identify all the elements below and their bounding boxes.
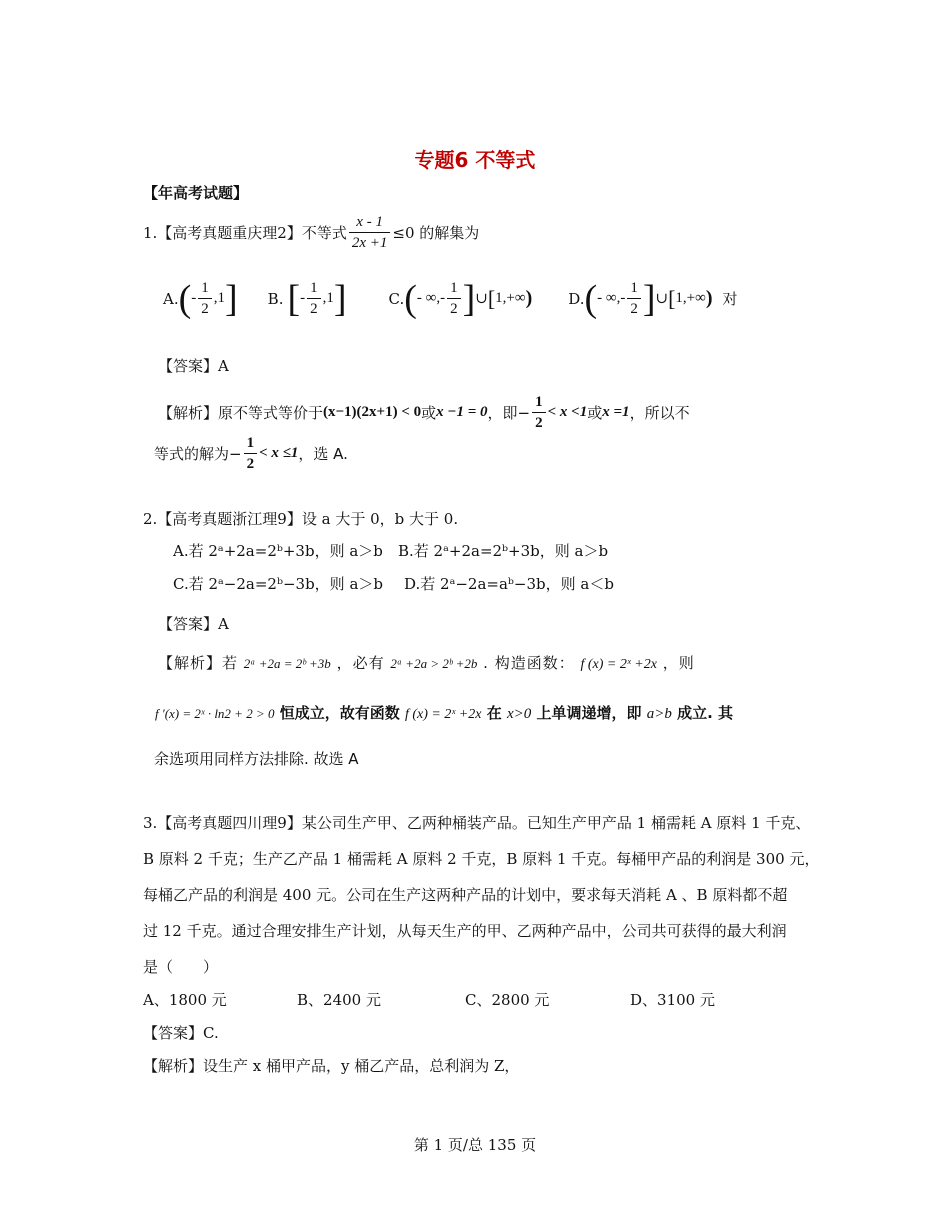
open-paren-icon: ( [584,277,598,320]
q1-prefix: 1.【高考真题重庆理2】不等式 [143,224,347,242]
q3-answer: 【答案】C. [143,1024,219,1042]
q1-option-d-label: D. [568,289,585,308]
q1-analysis-text-4: 或 [587,404,603,422]
q1-option-a-fraction [198,278,212,319]
page-title: 专题6 不等式 [414,148,536,172]
q1-option-d [568,278,737,319]
q1-analysis-frac-den: 2 [535,415,543,431]
section-heading: 【年高考试题】 [143,184,249,202]
close-paren-icon: ) [525,287,533,309]
open-bracket-icon: [ [287,277,301,320]
q1-fraction [349,212,391,253]
q2-analysis2-text-a: 恒成立，故有函数 [279,704,400,722]
close-bracket-icon: ] [225,277,238,320]
q1-analysis-line2 [154,433,348,474]
q2-analysis2-text-d: 成立. 其 [677,704,733,722]
q1-suffix: ≤0 的解集为 [392,224,480,242]
q1-option-a-frac-den: 2 [201,301,209,317]
q1-analysis-text-1: 【解析】原不等式等价于 [158,404,324,422]
q3-option-c: C、2800 元 [465,991,550,1009]
q1-option-d-left: - ∞,- [597,290,626,306]
q1-option-a-left: - [191,290,197,306]
q2-option-b: B.若 2ᵃ+2a=2ᵇ+3b，则 a＞b [398,542,609,560]
q3-option-a: A、1800 元 [143,991,227,1009]
q1-options [163,278,738,319]
q2-analysis-line3: 余选项用同样方法排除. 故选 A [154,750,359,768]
q2-analysis2-math-1: f ′(x) = 2ˣ · ln2 + 2 > 0 [155,706,275,721]
close-bracket-icon: ] [462,277,476,320]
q3-line3: 每桶乙产品的利润是 400 元。公司在生产这两种产品的计划中，要求每天消耗 A 、B 原料都不超 [143,886,788,904]
close-bracket-icon: ] [642,277,656,320]
q1-analysis-math-2: x −1 = 0 [436,404,488,420]
q2-analysis2-math-3: x>0 [506,706,532,722]
q1-option-b-frac-num: 1 [307,278,321,299]
close-paren-icon: ) [705,287,713,309]
q1-option-d-frac-num: 1 [627,278,641,299]
q1-option-c-union: ∪ [475,291,488,307]
q2-option-a: A.若 2ᵃ+2a=2ᵇ+3b，则 a＞b [173,542,383,560]
q3-line4: 过 12 千克。通过合理安排生产计划，从每天生产的甲、乙两种产品中，公司共可获得的最大利润 [143,922,787,940]
q1-analysis-line1 [158,392,690,433]
q2-option-c: C.若 2ᵃ−2a=2ᵇ−3b，则 a＞b [173,575,384,593]
q1-option-d-frac-den: 2 [630,301,638,317]
q1-option-b-right: ,1 [322,290,334,306]
q2-analysis2-text-b: 在 [486,704,502,722]
q2-analysis1-text-b: ，必有 [336,654,385,672]
q1-option-b-label: B. [267,289,284,308]
q1-analysis2-frac-num: 1 [244,433,258,454]
q1-option-d-union: ∪ [655,291,669,307]
q2-option-d: D.若 2ᵃ−2a=aᵇ−3b，则 a＜b [404,575,614,593]
close-bracket-icon: ] [333,277,347,320]
q3-line5: 是（ ） [143,958,219,976]
q1-analysis-frac-num: 1 [532,392,546,413]
q1-analysis2-text-2: ，选 A. [298,445,348,463]
q2-analysis1-text-a: 【解析】若 [158,654,239,672]
q2-analysis1-text-c: . 构造函数： [483,654,575,672]
q3-line1: 3.【高考真题四川理9】某公司生产甲、乙两种桶装产品。已知生产甲产品 1 桶需耗 A 原料 1 千克、 [143,814,811,832]
q2-analysis1-math-2: 2ᵃ +2a > 2ᵇ +2b [390,656,478,671]
q1-option-c-left: - ∞,- [416,290,446,306]
q2-analysis2-math-4: a>b [646,706,672,722]
q1-option-b-fraction [307,278,321,319]
q1-option-b [268,278,347,319]
open-paren-icon: ( [404,277,417,320]
q1-option-c-frac-den: 2 [450,301,458,317]
open-paren-icon: ( [178,277,192,320]
q1-analysis-math-4: x =1 [602,404,630,420]
q1-analysis-text-3: ，即− [487,404,531,422]
q1-analysis2-text-1: 等式的解为− [154,445,242,463]
q2-analysis2-math-2: f (x) = 2ˣ +2x [404,707,482,722]
q3-option-b: B、2400 元 [297,991,381,1009]
q2-analysis1-math-1: 2ᵃ +2a = 2ᵇ +3b [243,656,331,671]
q1-analysis2-math-1: < x ≤1 [259,445,299,461]
q1-option-c-frac-num: 1 [447,278,461,299]
page-footer: 第 1 页/总 135 页 [413,1136,537,1154]
q1-analysis-math-3: < x <1 [547,404,588,420]
q1-analysis-text-2: 或 [421,404,437,422]
q1-option-a [163,278,238,319]
q1-stem [143,212,479,253]
q1-frac-den: 2x +1 [351,235,388,251]
q1-trailing-text: 对 [722,290,738,308]
q2-stem: 2.【高考真题浙江理9】设 a 大于 0，b 大于 0. [143,510,459,528]
q1-analysis-math-1: (x−1)(2x+1) < 0 [323,404,422,420]
q3-analysis: 【解析】设生产 x 桶甲产品，y 桶乙产品，总利润为 Z， [143,1057,520,1075]
q1-analysis2-frac-den: 2 [246,456,255,472]
q2-analysis-line1 [158,652,695,673]
open-bracket-icon: [ [668,285,676,311]
q1-option-a-frac-num: 1 [198,278,212,299]
q1-analysis-fraction [532,392,546,433]
q1-option-a-label: A. [163,289,179,308]
q1-option-d-fraction [627,278,641,319]
q1-option-c [389,278,533,319]
q2-analysis-line2 [155,702,733,723]
q3-option-d: D、3100 元 [630,991,715,1009]
q1-analysis2-fraction [244,433,258,474]
q3-line2: B 原料 2 千克；生产乙产品 1 桶需耗 A 原料 2 千克，B 原料 1 千克。每桶甲产品的利润是 300 元， [143,850,820,868]
q1-option-c-label: C. [388,289,405,308]
q1-analysis-text-5: ，所以不 [629,404,690,422]
q2-analysis1-text-d: ，则 [662,654,695,672]
q1-option-b-frac-den: 2 [310,301,318,317]
q1-option-c-right: 1,+∞ [495,290,526,306]
q1-frac-num: x - 1 [349,212,391,233]
q2-analysis1-math-3: f (x) = 2ˣ +2x [580,657,657,672]
q2-analysis2-text-c: 上单调递增，即 [536,704,642,722]
open-bracket-icon: [ [487,285,496,311]
q1-option-d-right: 1,+∞ [675,290,706,306]
q2-answer: 【答案】A [158,615,229,633]
q1-option-a-right: ,1 [213,290,226,306]
q1-answer: 【答案】A [158,357,229,375]
q1-option-b-left: - [300,290,306,306]
q1-option-c-fraction [447,278,461,319]
